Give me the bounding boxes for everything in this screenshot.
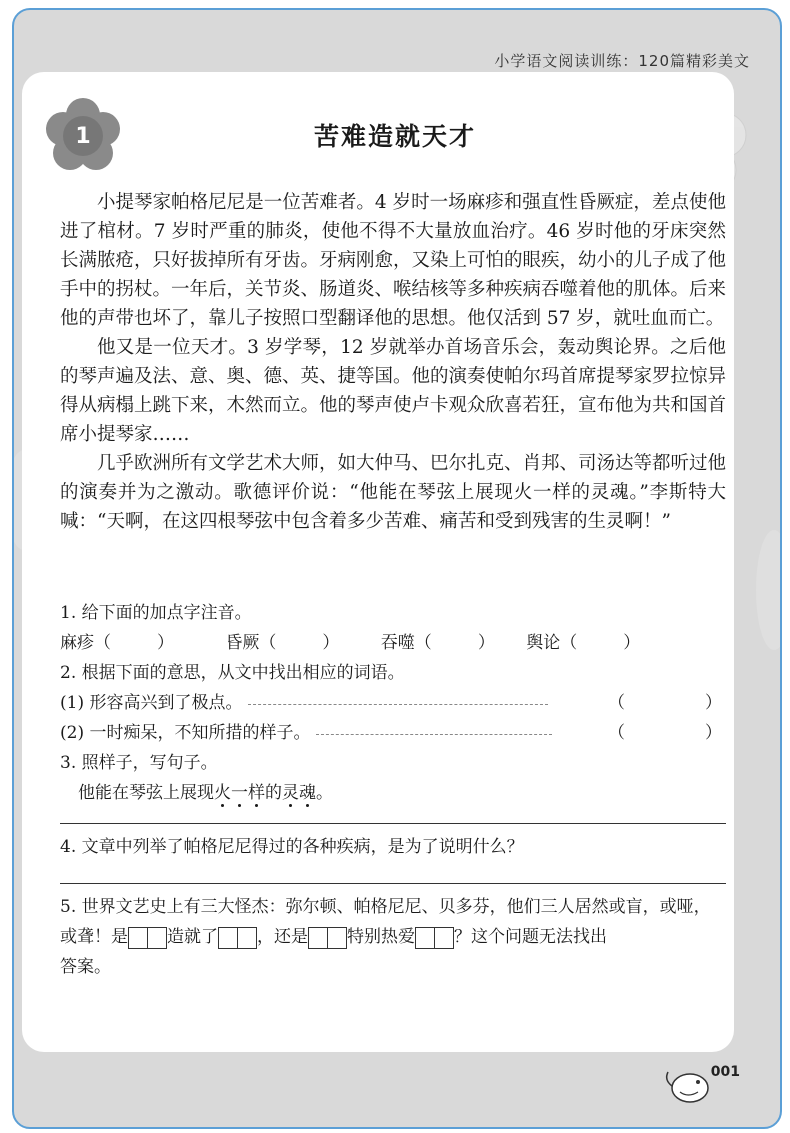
word-item: 麻疹（ ） [60,633,174,653]
word-item: 舆论（ ） [526,633,641,653]
question-3-sample: 他能在琴弦上展现火一样的灵魂。 [78,783,333,803]
bird-icon [662,1058,712,1106]
answer-blank[interactable]: （ ） [608,693,722,713]
answer-line[interactable] [60,822,726,824]
lesson-number: 1 [75,123,91,149]
question-2-sub-2: (2) 一时痴呆，不知所措的样子。 （ ） [60,718,726,748]
question-2: 2. 根据下面的意思，从文中找出相应的词语。 [60,663,405,683]
article-paragraph: 小提琴家帕格尼尼是一位苦难者。4 岁时一场麻疹和强直性昏厥症，差点使他进了棺材。7 岁时严重的肺炎，使他不得不大量放血治疗。46 岁时他的牙床突然长满脓疮，只好拔掉所有牙齿。牙病刚愈，又染上可怕的眼疾，幼小的儿子成了他手中的拐杖。一年后，关节炎、肠道炎、喉结核等多种疾病吞噬着他的肌体。后来他的声带也坏了，靠儿子按照口型翻译他的思想。他仅活到 57 岁，就吐血而亡。 [60,192,727,329]
char-box[interactable] [435,927,454,949]
question-2-sub-1: (1) 形容高兴到了极点。 （ ） [60,688,726,718]
question-3: 3. 照样子，写句子。 [60,753,218,773]
answer-line[interactable] [60,882,726,884]
answer-blank[interactable]: （ ） [608,723,722,743]
page-number: 001 [710,1064,740,1080]
question-5-line-2: 或聋！是 造就了 ，还是 特别热爱 ？这个问题无法找出 [60,927,607,947]
char-box[interactable] [218,927,238,949]
question-1: 1. 给下面的加点字注音。 [60,603,252,623]
question-1-words [60,628,726,658]
question-5-line-1: 5. 世界文艺史上有三大怪杰：弥尔顿、帕格尼尼、贝多芬，他们三人居然或盲，或哑， [60,897,711,917]
question-4: 4. 文章中列举了帕格尼尼得过的各种疾病，是为了说明什么？ [60,837,524,857]
char-box[interactable] [148,927,167,949]
background-leaf-icon [744,510,782,670]
article-paragraph: 他又是一位天才。3 岁学琴，12 岁就举办首场音乐会，轰动舆论界。之后他的琴声遍及法、意、奥、德、英、捷等国。他的演奏使帕尔玛首席提琴家罗拉惊异得从病榻上跳下来，木然而立。他的琴声使卢卡观众欣喜若狂，宣布他为共和国首席小提琴家…… [60,337,727,445]
question-5-line-3: 答案。 [60,957,111,977]
char-box[interactable] [415,927,435,949]
word-item: 吞噬（ ） [380,633,495,653]
lesson-title: 苦难造就天才 [313,122,476,151]
word-item: 昏厥（ ） [225,633,340,653]
exercise-section [60,598,726,982]
char-box[interactable] [308,927,328,949]
char-box[interactable] [238,927,257,949]
article-body [60,188,726,536]
char-box[interactable] [128,927,148,949]
book-title-header: 小学语文阅读训练：120篇精彩美文 [494,52,750,70]
char-box[interactable] [328,927,347,949]
article-paragraph: 几乎欧洲所有文学艺术大师，如大仲马、巴尔扎克、肖邦、司汤达等都听过他的演奏并为之激动。歌德评价说：“他能在琴弦上展现火一样的灵魂。”李斯特大喊：“天啊，在这四根琴弦中包含着多少苦难、痛苦和受到残害的生灵啊！” [60,453,727,532]
